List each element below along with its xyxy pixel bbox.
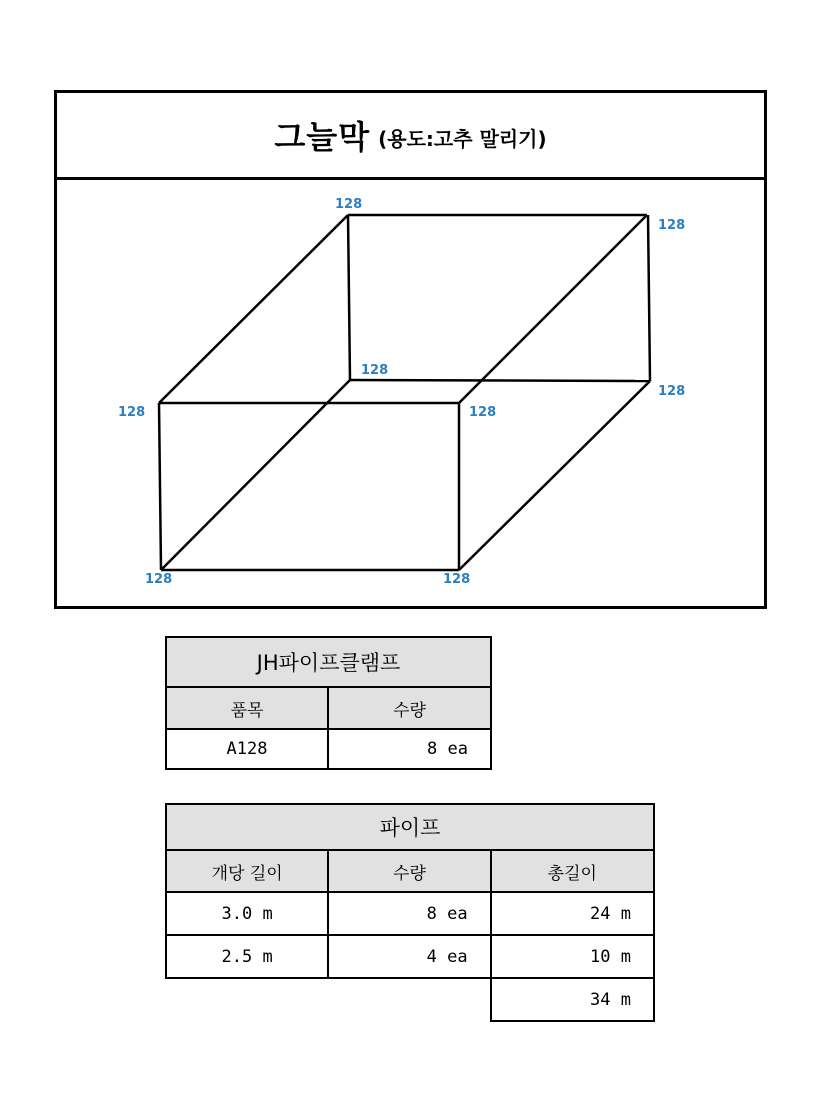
table-row <box>166 892 654 935</box>
node-label-front-top-left: 128 <box>118 405 146 420</box>
pipe-table-title: 파이프 <box>166 804 654 850</box>
edge-front-left <box>159 403 161 570</box>
node-label-front-bottom-left: 128 <box>145 572 173 587</box>
clamp-table <box>165 636 492 770</box>
pipe-table <box>165 803 655 1022</box>
pipe-cell-length: 2.5 m <box>166 935 328 978</box>
pipe-header-qty: 수량 <box>328 850 490 892</box>
pipe-cell-qty: 8 ea <box>328 892 490 935</box>
page-title: 그늘막 <box>274 118 371 156</box>
node-label-back-top-left: 128 <box>335 197 363 212</box>
clamp-table-title: JH파이프클램프 <box>166 637 491 687</box>
clamp-header-qty: 수량 <box>328 687 491 729</box>
table-row <box>166 935 654 978</box>
edge-back-bottom <box>350 380 650 381</box>
pipe-cell-length: 3.0 m <box>166 892 328 935</box>
clamp-cell-qty: 8 ea <box>328 729 491 769</box>
node-label-back-bottom-right: 128 <box>658 384 686 399</box>
node-label-back-top-right: 128 <box>658 218 686 233</box>
edge-back-right <box>648 215 650 381</box>
edge-bottom-left <box>161 380 350 570</box>
node-label-front-top-right: 128 <box>469 405 497 420</box>
pipe-cell-qty: 4 ea <box>328 935 490 978</box>
edge-top-left <box>159 215 348 403</box>
edge-top-right <box>459 215 647 403</box>
clamp-cell-item: A128 <box>166 729 328 769</box>
table-row <box>166 978 654 1021</box>
pipe-header-total: 총길이 <box>491 850 654 892</box>
page-subtitle: (용도:고추 말리기) <box>378 126 547 151</box>
frame-lines <box>159 215 650 570</box>
table-row <box>166 729 491 769</box>
pipe-header-length: 개당 길이 <box>166 850 328 892</box>
node-label-back-bottom-left: 128 <box>361 363 389 378</box>
pipe-cell-total: 24 m <box>491 892 654 935</box>
pipe-cell-total: 10 m <box>491 935 654 978</box>
pipe-grand-total: 34 m <box>491 978 654 1021</box>
node-label-front-bottom-right: 128 <box>443 572 471 587</box>
edge-back-left <box>348 215 350 380</box>
clamp-header-item: 품목 <box>166 687 328 729</box>
